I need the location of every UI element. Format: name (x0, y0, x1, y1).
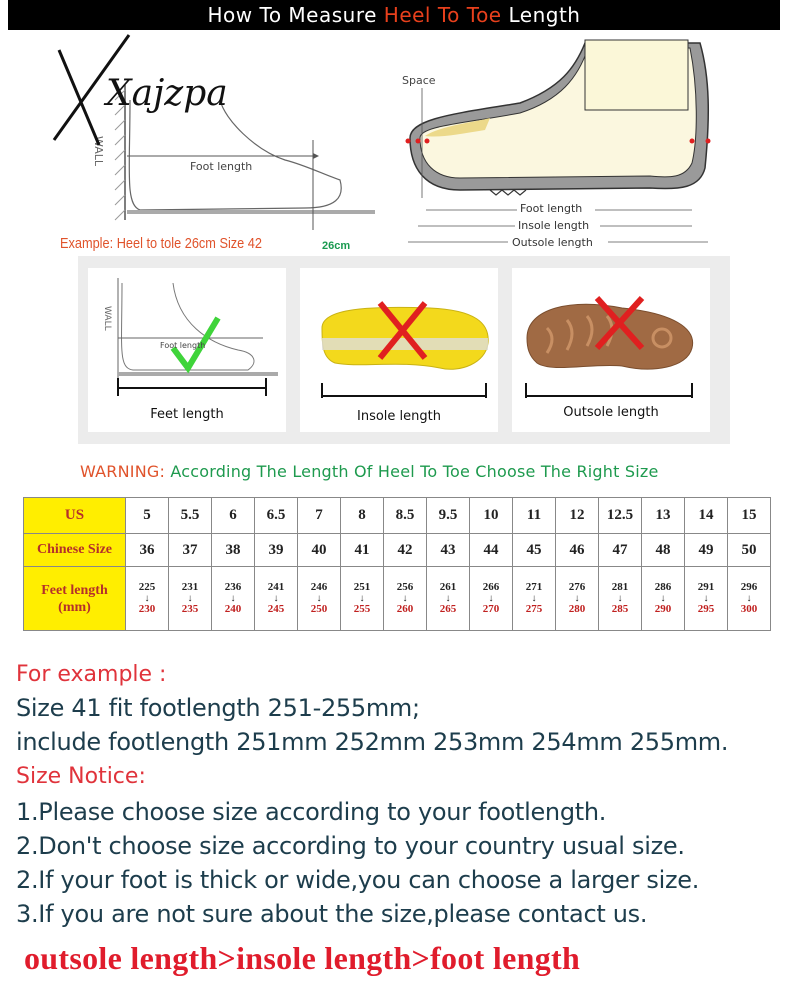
foot-length-label: Foot length (520, 202, 583, 215)
example-line-1: Size 41 fit footlength 251-255mm; (16, 694, 420, 722)
space-label: Space (402, 74, 436, 87)
svg-text:Foot length: Foot length (160, 341, 206, 350)
notice-item-2: 2.Don't choose size according to your country usual size. (16, 832, 685, 860)
insole-cross-illustration (300, 268, 498, 398)
table-row-chinese: Chinese Size 36 37 38 39 40 41 42 43 44 45 46 47 48 49 50 (24, 534, 771, 567)
panel-outsole-length (512, 268, 710, 432)
example-heading: For example : (16, 662, 167, 687)
outsole-cross-illustration (512, 268, 710, 398)
us-header: US (24, 498, 126, 534)
panel-feet-length (88, 268, 286, 432)
measurement-26cm: 26cm (322, 240, 351, 252)
outsole-length-label: Outsole length (563, 405, 659, 420)
page-title (8, 0, 780, 30)
insole-length-label: Insole length (357, 409, 441, 424)
feet-length-label: Feet length (150, 407, 224, 422)
foot-check-illustration (88, 268, 286, 398)
title-highlight: Heel To Toe (383, 3, 502, 27)
warning-banner (80, 462, 659, 481)
table-row-feet-length: Feet length (mm) 225 ↓ 230 231 ↓ 235 236 ↓ 240 241 ↓ 245 246 ↓ 250 251 ↓ 255 256 ↓ 260 261 ↓ 265 266 ↓ 270 271 ↓ 275 276 ↓ 280 281 ↓ 285 286 ↓ 290 291 ↓ 295 296 ↓ 300 (24, 567, 771, 631)
feet-length-header: Feet length (mm) (24, 567, 126, 631)
notice-item-3: 2.If your foot is thick or wide,you can choose a larger size. (16, 866, 700, 894)
wall-label: WALL (92, 136, 105, 167)
brand-logo (44, 30, 244, 150)
shoe-cross-section-diagram (400, 38, 720, 250)
notice-item-1: 1.Please choose size according to your footlength. (16, 798, 607, 826)
svg-text:WALL: WALL (102, 306, 112, 331)
chinese-size-header: Chinese Size (24, 534, 126, 567)
outsole-length-label: Outsole length (512, 236, 593, 249)
table-row-us: US 5 5.5 6 6.5 7 8 8.5 9.5 10 11 12 12.5 13 14 15 (24, 498, 771, 534)
foot-length-label: Foot length (190, 160, 253, 173)
example-heel-text: Example: Heel to tole 26cm Size 42 (60, 235, 262, 252)
logo-text: Xajzpa (106, 73, 228, 114)
warning-prefix: WARNING: (80, 462, 166, 481)
warning-text: According The Length Of Heel To Toe Choose The Right Size (170, 462, 659, 481)
panel-insole-length (300, 268, 498, 432)
example-line-2: include footlength 251mm 252mm 253mm 254mm 255mm. (16, 728, 729, 756)
size-chart-table (23, 497, 771, 631)
title-prefix: How To Measure (207, 3, 384, 27)
title-suffix: Length (501, 3, 581, 27)
length-order-summary: outsole length>insole length>foot length (24, 940, 581, 976)
insole-length-label: Insole length (518, 219, 590, 232)
size-notice-heading: Size Notice: (16, 764, 146, 789)
notice-item-4: 3.If you are not sure about the size,please contact us. (16, 900, 648, 928)
